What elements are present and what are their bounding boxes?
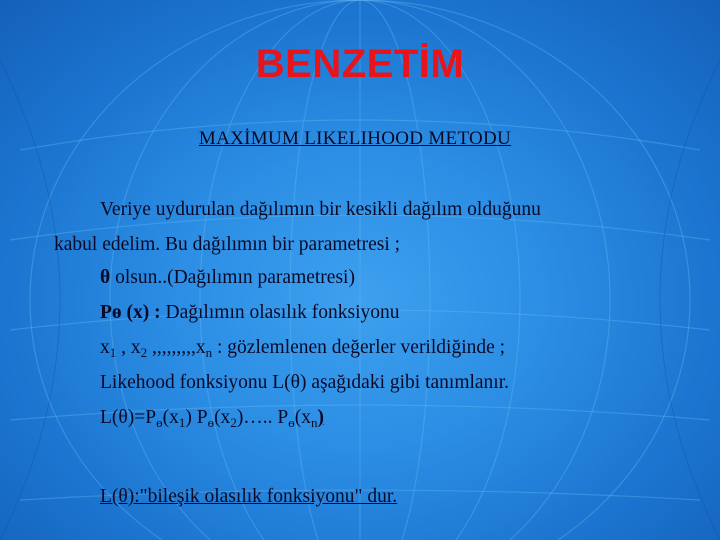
obs-sub-2: 2: [140, 345, 148, 360]
probability-function-line: [100, 302, 400, 324]
formula-sub-n: n: [311, 415, 318, 430]
formula-sub-1: 1: [178, 415, 186, 430]
formula-part-c: ) P: [185, 407, 208, 428]
formula-part-e: )….. P: [236, 407, 289, 428]
formula-theta-2: ө: [207, 415, 215, 430]
paragraph-line-1: Veriye uydurulan dağılımın bir kesikli dağılım olduğunu: [100, 199, 541, 220]
formula-part-b: (x: [162, 407, 179, 428]
formula-part-a: L(θ)=P: [100, 407, 157, 428]
probability-function-text: Dağılımın olasılık fonksiyonu: [160, 302, 400, 323]
formula-theta-1: ө: [156, 415, 163, 430]
observations-line: [100, 337, 505, 359]
theta-definition-line: [100, 267, 355, 289]
obs-sep-2: ,,,,,,,,,x: [147, 337, 206, 358]
obs-sub-n: n: [205, 345, 213, 360]
joint-probability-line: L(θ):"bileşik olasılık fonksiyonu" dur.: [100, 486, 398, 507]
formula-part-g: ): [317, 407, 325, 428]
likelihood-formula-line: [100, 407, 324, 429]
theta-definition-text: olsun..(Dağılımın parametresi): [110, 267, 355, 288]
obs-x: x: [100, 337, 110, 358]
slide-subtitle: MAXİMUM LIKELIHOOD METODU: [198, 128, 512, 149]
paragraph-line-2: kabul edelim. Bu dağılımın bir parametresi ;: [54, 234, 401, 255]
formula-sub-2: 2: [230, 415, 237, 430]
formula-theta-3: ө: [288, 415, 295, 430]
obs-rest: : gözlemlenen değerler verildiğinde ;: [212, 337, 506, 358]
slide-title: BENZETİM: [255, 42, 465, 86]
obs-sub-1: 1: [109, 345, 117, 360]
formula-part-f: (x: [294, 407, 312, 428]
obs-sep-1: , x: [116, 337, 141, 358]
probability-function-symbol: Pө (x) :: [100, 302, 161, 323]
formula-part-d: (x: [214, 407, 231, 428]
likelihood-definition-line: Likehood fonksiyonu L(θ) aşağıdaki gibi tanımlanır.: [100, 372, 510, 393]
theta-symbol: θ: [100, 267, 111, 288]
